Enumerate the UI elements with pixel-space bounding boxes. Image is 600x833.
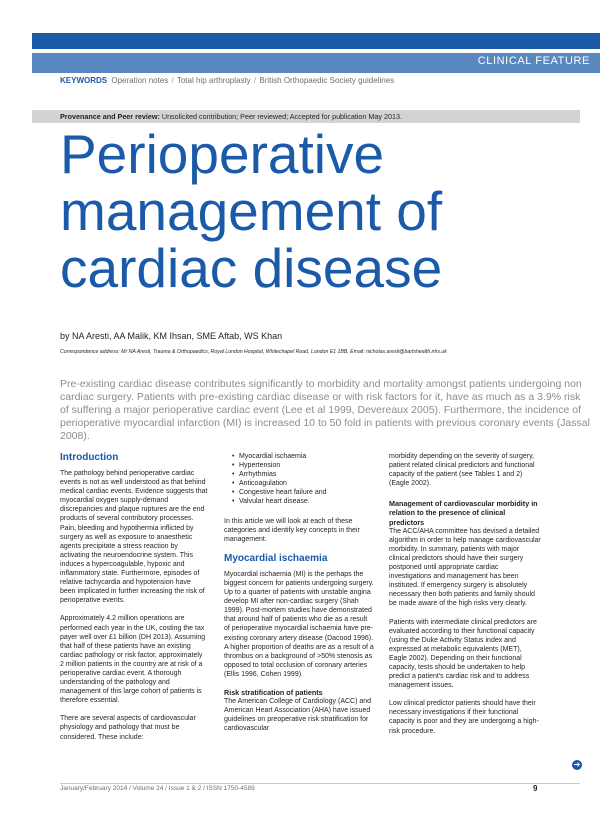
column-2 [224, 452, 374, 742]
column-1 [60, 452, 208, 751]
section-band [32, 53, 600, 73]
heading-introduction: Introduction [60, 452, 119, 463]
paragraph: Patients with intermediate clinical predictors are evaluated according to their functional capacity (using the Duke Activity Status index and expressed at metabolic equivalents (MET), Eagle 2002). Depending on their functional capacity, tests should be undertaken to help predict a patient's cardiac risk and to address management issues. [389, 618, 537, 690]
keywords-label: KEYWORDS [60, 76, 108, 85]
keyword-item: Total hip arthroplasty [176, 76, 251, 85]
correspondence-address: Correspondence address: Mr NA Aresti, Trauma & Orthopaedics, Royal London Hospital, Whitechapel Road, London E1 1BB. Email: nicholas.aresti@bartshealth.nhs.uk [60, 349, 447, 355]
provenance-text: Unsolicited contribution; Peer reviewed; Accepted for publication May 2013. [159, 112, 402, 121]
standfirst: Pre-existing cardiac disease contributes significantly to morbidity and mortality amongst patients undergoing non cardiac surgery. Patients with pre-existing cardiac disease or with risk factors for it, have as much as a 3.9% risk of suffering a major perioperative cardiac event (Lee et al 1999, Devereaux 2005). Furthermore, the incidence of perioperative myocardial infarction (MI) is increased 10 to 50 fold in patients with previous coronary events (Jassal 2008). [60, 378, 590, 442]
footer-issue-info: January/February 2014 / Volume 24 / Issue 1 & 2 / ISSN 1750-4589 [60, 785, 255, 792]
header-top-bar [32, 33, 600, 49]
paragraph: Low clinical predictor patients should have their necessary investigations if their functional capacity is poor and they are undergoing a high-risk procedure. [389, 700, 539, 735]
paragraph: The pathology behind perioperative cardiac events is not as well understood as that behind medical cardiac events. Evidence suggests that myocardial oxygen supply-demand discrepancies and plaque ruptures are the end products of several contributory processes. Pain, bleeding and hypothermia inflicted by surgery as well as exposure to anaesthetic agents precipitate a stress reaction by activating the neuroendocrine system. This induces a hypercoagulable, hypoxic and inflammatory state. Furthermore, episodes of relative tachycardia and hypotension have been implicated in further increasing the risk of perioperative events. [60, 470, 208, 605]
continue-arrow-icon: ➜ [573, 760, 581, 769]
list-item: • Hypertension [232, 461, 374, 470]
paragraph: Myocardial ischaemia (MI) is the perhaps the biggest concern for patients undergoing surgery. Up to a quarter of patients with unstable angina develop MI after non-cardiac surgery (Shah 1999). Post-mortem studies have demonstrated that around half of patients who die as a result of perioperative myocardial ischaemia have pre-existing coronary artery disease (Dacood 1996). A higher proportion of deaths are as a result of a thrombus on a background of >50% stenosis as opposed to total occlusion of coronary arteries (Ellis 1996, Cohen 1999). [224, 570, 374, 678]
keyword-separator: / [171, 76, 174, 85]
list-item: • Valvular heart disease. [232, 497, 374, 506]
list-item: • Arrhythmias [232, 470, 374, 479]
paragraph: The ACC/AHA committee has devised a detailed algorithm in order to help manage cardiovascular morbidity. In summary, patients with major clinical predictors should have their surgery postponed until appropriate cardiac investigations and management has been instituted. If emergency surgery is absolutely necessary then both patients and family should be made aware of the high risks very clearly. [389, 527, 541, 608]
considerations-list [232, 452, 374, 507]
keyword-item: British Orthopaedic Society guidelines [259, 76, 395, 85]
paragraph: There are several aspects of cardiovascular physiology and pathology that must be considered. These include: [60, 715, 196, 741]
provenance-label: Provenance and Peer review: [60, 112, 160, 121]
list-item: • Myocardial ischaemia [232, 452, 374, 461]
section-label: CLINICAL FEATURE [477, 55, 590, 67]
keywords-line [60, 76, 394, 85]
paragraph: The American College of Cardiology (ACC) and American Heart Association (AHA) have issued guidelines on preoperative risk stratification for cardiovascular [224, 698, 372, 733]
author-byline: by NA Aresti, AA Malik, KM Ihsan, SME Aftab, WS Khan [60, 331, 283, 341]
keyword-separator: / [253, 76, 257, 85]
title-line-3: cardiac disease [60, 237, 443, 299]
list-item: • Anticoagulation [232, 479, 374, 488]
paragraph: In this article we will look at each of these categories and identify key concepts in their management. [224, 517, 360, 543]
title-line-2: management of [60, 180, 443, 242]
provenance-bar [32, 110, 580, 123]
list-item: • Congestive heart failure and [232, 488, 374, 497]
paragraph: Approximately 4.2 million operations are performed each year in the UK, costing the tax payer well over £1 billion (DH 2013). Assuming that half of these patients have an existing cardiac pathology or risk factor, approximately 2 million patients in the country are at risk of a perioperative cardiac event. A thorough understanding of the pathology and management of this large cohort of patients is therefore essential. [60, 615, 206, 705]
footer-divider [60, 783, 580, 784]
heading-myocardial-ischaemia: Myocardial ischaemia [224, 552, 328, 564]
column-3 [389, 452, 541, 745]
title-line-1: Perioperative [60, 123, 385, 185]
page-number: 9 [533, 784, 538, 793]
subheading-risk-stratification: Risk stratification of patients [224, 687, 323, 697]
paragraph: morbidity depending on the severity of surgery, patient related clinical predictors and functional capacity of the patient (see Tables 1 and 2) (Eagle 2002). [389, 453, 535, 488]
subheading-management: Management of cardiovascular morbidity in relation to the presence of clinical predictors [389, 499, 538, 527]
article-title [60, 123, 580, 299]
keyword-item: Operation notes [111, 76, 169, 85]
